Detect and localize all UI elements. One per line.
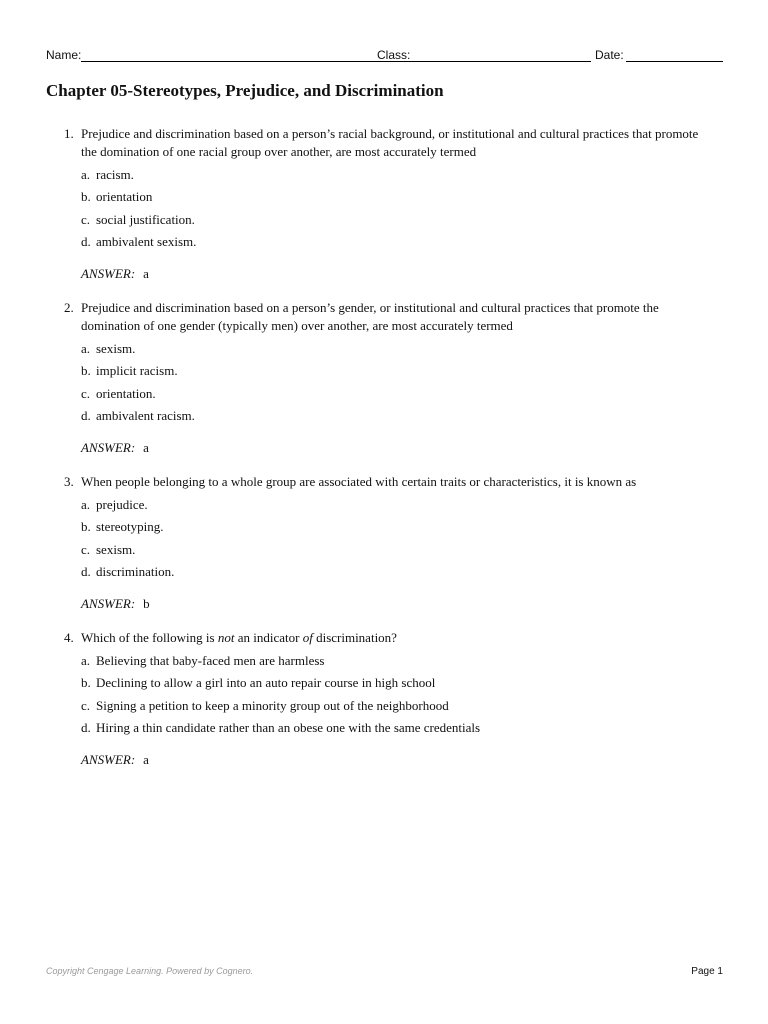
question-stem	[64, 125, 701, 161]
option-text: orientation	[96, 189, 153, 204]
class-field-line[interactable]	[411, 61, 591, 62]
name-field-line[interactable]	[81, 61, 418, 62]
answer-value: a	[143, 266, 149, 281]
question-list	[0, 125, 768, 769]
option-text: sexism.	[96, 340, 136, 356]
option-text: Signing a petition to keep a minority group out of the neighborhood	[96, 697, 449, 713]
answer-value: a	[143, 440, 149, 455]
option-letter: a.	[81, 340, 91, 356]
page-number: Page 1	[691, 966, 723, 977]
question-text-emphasis: of	[302, 630, 313, 645]
answer-line	[81, 595, 768, 613]
option-a	[81, 496, 768, 514]
option-letter: c.	[81, 211, 91, 227]
question-number: 2.	[64, 300, 74, 315]
date-field-line[interactable]	[626, 61, 723, 62]
option-letter: d.	[81, 720, 91, 735]
option-b	[81, 362, 768, 380]
option-c	[81, 385, 768, 403]
option-letter: d.	[81, 408, 91, 423]
option-letter: c.	[81, 541, 91, 557]
option-a	[81, 652, 768, 670]
option-text: ambivalent racism.	[96, 408, 195, 423]
class-label: Class:	[377, 48, 411, 62]
question-text-part: Which of the following is	[81, 630, 218, 645]
answer-label: ANSWER:	[81, 752, 136, 767]
copyright-text: Copyright Cengage Learning. Powered by Cognero.	[46, 966, 254, 976]
question-stem	[64, 629, 701, 647]
option-text: sexism.	[96, 541, 136, 557]
option-text: racism.	[96, 166, 134, 182]
answer-line	[81, 751, 768, 769]
option-c	[81, 541, 768, 559]
date-label: Date:	[595, 48, 624, 62]
chapter-title: Chapter 05-Stereotypes, Prejudice, and Discrimination	[46, 81, 444, 100]
option-text: ambivalent sexism.	[96, 234, 197, 249]
answer-line	[81, 439, 768, 457]
answer-value: a	[143, 752, 149, 767]
option-text: Hiring a thin candidate rather than an obese one with the same credentials	[96, 720, 481, 735]
question-stem	[64, 473, 701, 491]
option-text: Believing that baby-faced men are harmless	[96, 652, 325, 668]
option-letter: d.	[81, 234, 91, 249]
option-d	[81, 563, 768, 581]
question-number: 3.	[64, 474, 74, 489]
option-text: stereotyping.	[96, 519, 164, 534]
answer-value: b	[143, 596, 150, 611]
option-text: prejudice.	[96, 496, 148, 512]
option-text: orientation.	[96, 385, 156, 401]
student-info-header	[46, 46, 723, 66]
answer-label: ANSWER:	[81, 596, 136, 611]
option-d	[81, 719, 768, 737]
option-c	[81, 697, 768, 715]
question-text-part: discrimination?	[312, 630, 397, 645]
question-stem	[64, 299, 701, 335]
option-b	[81, 674, 768, 692]
question-1	[0, 125, 768, 283]
name-label: Name:	[46, 48, 82, 62]
answer-line	[81, 265, 768, 283]
question-text: Prejudice and discrimination based on a person’s racial background, or institutional and cultural practices that promote the domination of one racial group over another, are most accurately termed	[81, 126, 699, 159]
option-letter: a.	[81, 496, 91, 512]
question-text: Prejudice and discrimination based on a person’s gender, or institutional and cultural practices that promote the domination of one gender (typically men) over another, are most accurately termed	[81, 300, 659, 333]
question-text-part: an indicator	[234, 630, 303, 645]
option-letter: b.	[81, 189, 91, 204]
question-number: 1.	[64, 126, 74, 141]
option-a	[81, 340, 768, 358]
option-c	[81, 211, 768, 229]
option-text: Declining to allow a girl into an auto repair course in high school	[96, 675, 436, 690]
question-text-emphasis: not	[217, 630, 235, 645]
option-d	[81, 233, 768, 251]
option-letter: c.	[81, 385, 91, 401]
answer-label: ANSWER:	[81, 440, 136, 455]
question-number: 4.	[64, 630, 74, 645]
question-3	[0, 473, 768, 613]
option-letter: b.	[81, 519, 91, 534]
option-text: discrimination.	[96, 564, 175, 579]
option-text: implicit racism.	[96, 363, 178, 378]
option-letter: a.	[81, 166, 91, 182]
option-letter: d.	[81, 564, 91, 579]
question-text: When people belonging to a whole group are associated with certain traits or characteristics, it is known as	[81, 474, 637, 489]
option-d	[81, 407, 768, 425]
option-b	[81, 188, 768, 206]
answer-label: ANSWER:	[81, 266, 136, 281]
option-letter: b.	[81, 675, 91, 690]
option-text: social justification.	[96, 211, 195, 227]
option-letter: a.	[81, 652, 91, 668]
option-a	[81, 166, 768, 184]
option-letter: c.	[81, 697, 91, 713]
option-letter: b.	[81, 363, 91, 378]
question-2	[0, 299, 768, 457]
question-4	[0, 629, 768, 769]
option-b	[81, 518, 768, 536]
